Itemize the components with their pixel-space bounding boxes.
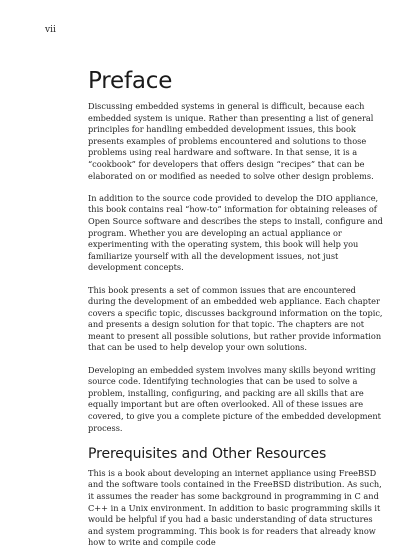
page-content <box>88 67 384 560</box>
chapter-title: Preface <box>88 68 173 94</box>
paragraph-1: Discussing embedded systems in general is difficult, because each embedded system is unique. Rather than presenting a list of general principles for handling embedded development issues, this book presents examples of problems encountered and solutions to those problems using real hardware and software. In that sense, it is a “cookbook” for developers that offers design “recipes” that can be elaborated on or modified as needed to solve other design problems. <box>88 101 374 181</box>
paragraph-3: This book presents a set of common issues that are encountered during the development of an embedded web appliance. Each chapter covers a specific topic, discusses background information on the topic, and presents a design solution for that topic. The chapters are not meant to present all possible solutions, but rather provide information that can be used to help develop your own solutions. <box>88 284 383 353</box>
section-paragraph: This is a book about developing an internet appliance using FreeBSD and the software tools contained in the FreeBSD distribution. As such, it assumes the reader has some background in programming in C and C++ in a Unix environment. In addition to basic programming skills it would be helpful if you had a basic understanding of data structures and system programming. This book is for readers that already know how to write and compile code <box>88 467 382 548</box>
paragraph-2: In addition to the source code provided to develop the DIO appliance, this book contains real “how-to” information for obtaining releases of Open Source software and describes the steps to install, configure and program. Whether you are developing an actual appliance or experimenting with the operating system, this book will help you familiarize yourself with all the development issues, not just development concepts. <box>88 192 383 273</box>
paragraph-4: Developing an embedded system involves many skills beyond writing source code. Identifying technologies that can be used to solve a problem, installing, configuring, and packing are all skills that are equally important but are often overlooked. All of these issues are covered, to give you a complete picture of the embedded development process. <box>88 364 381 433</box>
section-heading: Prerequisites and Other Resources <box>88 445 327 462</box>
page-number: vii <box>45 25 56 35</box>
